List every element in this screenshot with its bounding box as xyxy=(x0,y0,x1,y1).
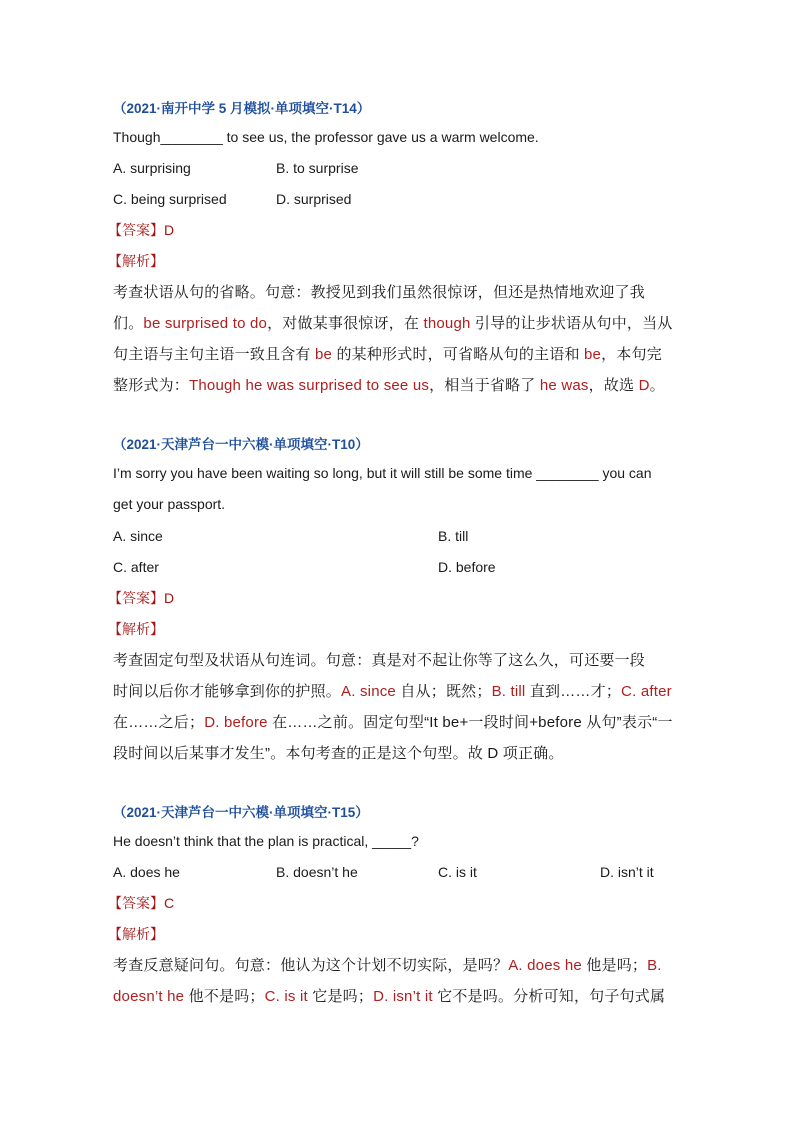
explanation-text: 直到……才； xyxy=(525,683,622,700)
explanation-line xyxy=(113,312,673,336)
option-d: D. before xyxy=(438,559,496,575)
explanation-text: 自从；既然； xyxy=(395,683,492,700)
highlight-term: be xyxy=(314,346,333,363)
answer-value: C xyxy=(164,895,175,911)
answer-value: D xyxy=(164,590,175,606)
highlight-term: D xyxy=(638,377,650,394)
option-d: D. surprised xyxy=(276,191,352,207)
explanation-line xyxy=(113,742,564,766)
explanation-text: 们。 xyxy=(113,315,144,332)
answer-line xyxy=(108,588,174,608)
question-stem: I’m sorry you have been waiting so long, but it will still be some time ________ you can xyxy=(113,465,652,481)
explanation-text: 考查反意疑问句。句意：他认为这个计划不切实际，是吗？ xyxy=(113,957,509,974)
highlight-term: he was xyxy=(539,377,589,394)
explanation-text: 。 xyxy=(649,377,665,394)
highlight-term: doesn’t he xyxy=(113,988,185,1005)
explanation-text: 他不是吗； xyxy=(184,988,265,1005)
highlight-term: be surprised to do xyxy=(143,315,268,332)
question-stem: Though________ to see us, the professor gave us a warm welcome. xyxy=(113,129,539,145)
answer-label: 【答案】 xyxy=(108,590,164,606)
analysis-label: 【解析】 xyxy=(108,253,164,269)
answer-line xyxy=(108,220,174,240)
explanation-line xyxy=(113,680,672,704)
explanation-text: ，故选 xyxy=(588,377,639,394)
question-source: （2021·天津芦台一中六模·单项填空·T10） xyxy=(113,437,369,452)
explanation-line xyxy=(113,954,662,978)
highlight-term: C. after xyxy=(621,683,672,700)
option-b: B. till xyxy=(438,528,469,544)
option-c: C. being surprised xyxy=(113,191,227,207)
explanation-text: ，相当于省略了 xyxy=(429,377,540,394)
highlight-term: D. before xyxy=(204,714,268,731)
option-a: A. does he xyxy=(113,864,180,880)
explanation-text: 段时间以后某事才发生”。本句考查的正是这个句型。故 D 项正确。 xyxy=(113,745,564,762)
analysis-label: 【解析】 xyxy=(108,621,164,637)
option-b: B. doesn’t he xyxy=(276,864,358,880)
highlight-term: A. does he xyxy=(508,957,582,974)
question-source: （2021·天津芦台一中六模·单项填空·T15） xyxy=(113,805,369,820)
highlight-term: though xyxy=(423,315,471,332)
explanation-text: 在……之前。固定句型“It be+一段时间+before 从句”表示“一 xyxy=(267,714,673,731)
explanation-text: ，本句完 xyxy=(601,346,662,363)
highlight-term: D. isn’t it xyxy=(373,988,433,1005)
explanation-text: 它不是吗。分析可知，句子句式属 xyxy=(432,988,666,1005)
highlight-term: C. is it xyxy=(264,988,308,1005)
explanation-line xyxy=(113,281,645,305)
highlight-term: B. xyxy=(647,957,662,974)
question-source: （2021·南开中学 5 月模拟·单项填空·T14） xyxy=(113,101,371,116)
explanation-text: 时间以后你才能够拿到你的护照。 xyxy=(113,683,342,700)
question-stem: He doesn’t think that the plan is practical, _____? xyxy=(113,833,419,849)
explanation-text: 句主语与主句主语一致且含有 xyxy=(113,346,315,363)
highlight-term: B. till xyxy=(491,683,526,700)
highlight-term: A. since xyxy=(341,683,396,700)
option-a: A. surprising xyxy=(113,160,191,176)
explanation-line xyxy=(113,649,645,673)
answer-line xyxy=(108,893,174,913)
option-d: D. isn’t it xyxy=(600,864,654,880)
option-c: C. after xyxy=(113,559,159,575)
question-stem: get your passport. xyxy=(113,496,226,512)
highlight-term: be xyxy=(584,346,602,363)
explanation-text: 他是吗； xyxy=(581,957,648,974)
explanation-text: 它是吗； xyxy=(307,988,374,1005)
option-a: A. since xyxy=(113,528,163,544)
explanation-text: 的某种形式时，可省略从句的主语和 xyxy=(332,346,585,363)
explanation-text: 引导的让步状语从句中，当从 xyxy=(470,315,673,332)
answer-value: D xyxy=(164,222,175,238)
explanation-text: 考查状语从句的省略。句意：教授见到我们虽然很惊讶，但还是热情地欢迎了我 xyxy=(113,284,646,301)
option-c: C. is it xyxy=(438,864,477,880)
explanation-line xyxy=(113,711,673,735)
explanation-line xyxy=(113,343,662,367)
answer-label: 【答案】 xyxy=(108,895,164,911)
explanation-text: 考查固定句型及状语从句连词。句意：真是对不起让你等了这么久，可还要一段 xyxy=(113,652,646,669)
explanation-line xyxy=(113,985,665,1009)
answer-label: 【答案】 xyxy=(108,222,164,238)
option-b: B. to surprise xyxy=(276,160,359,176)
highlight-term: Though he was surprised to see us xyxy=(189,377,430,394)
explanation-text: 在……之后； xyxy=(113,714,205,731)
explanation-line xyxy=(113,374,665,398)
explanation-text: 整形式为： xyxy=(113,377,190,394)
explanation-text: ，对做某事很惊讶，在 xyxy=(267,315,424,332)
analysis-label: 【解析】 xyxy=(108,926,164,942)
